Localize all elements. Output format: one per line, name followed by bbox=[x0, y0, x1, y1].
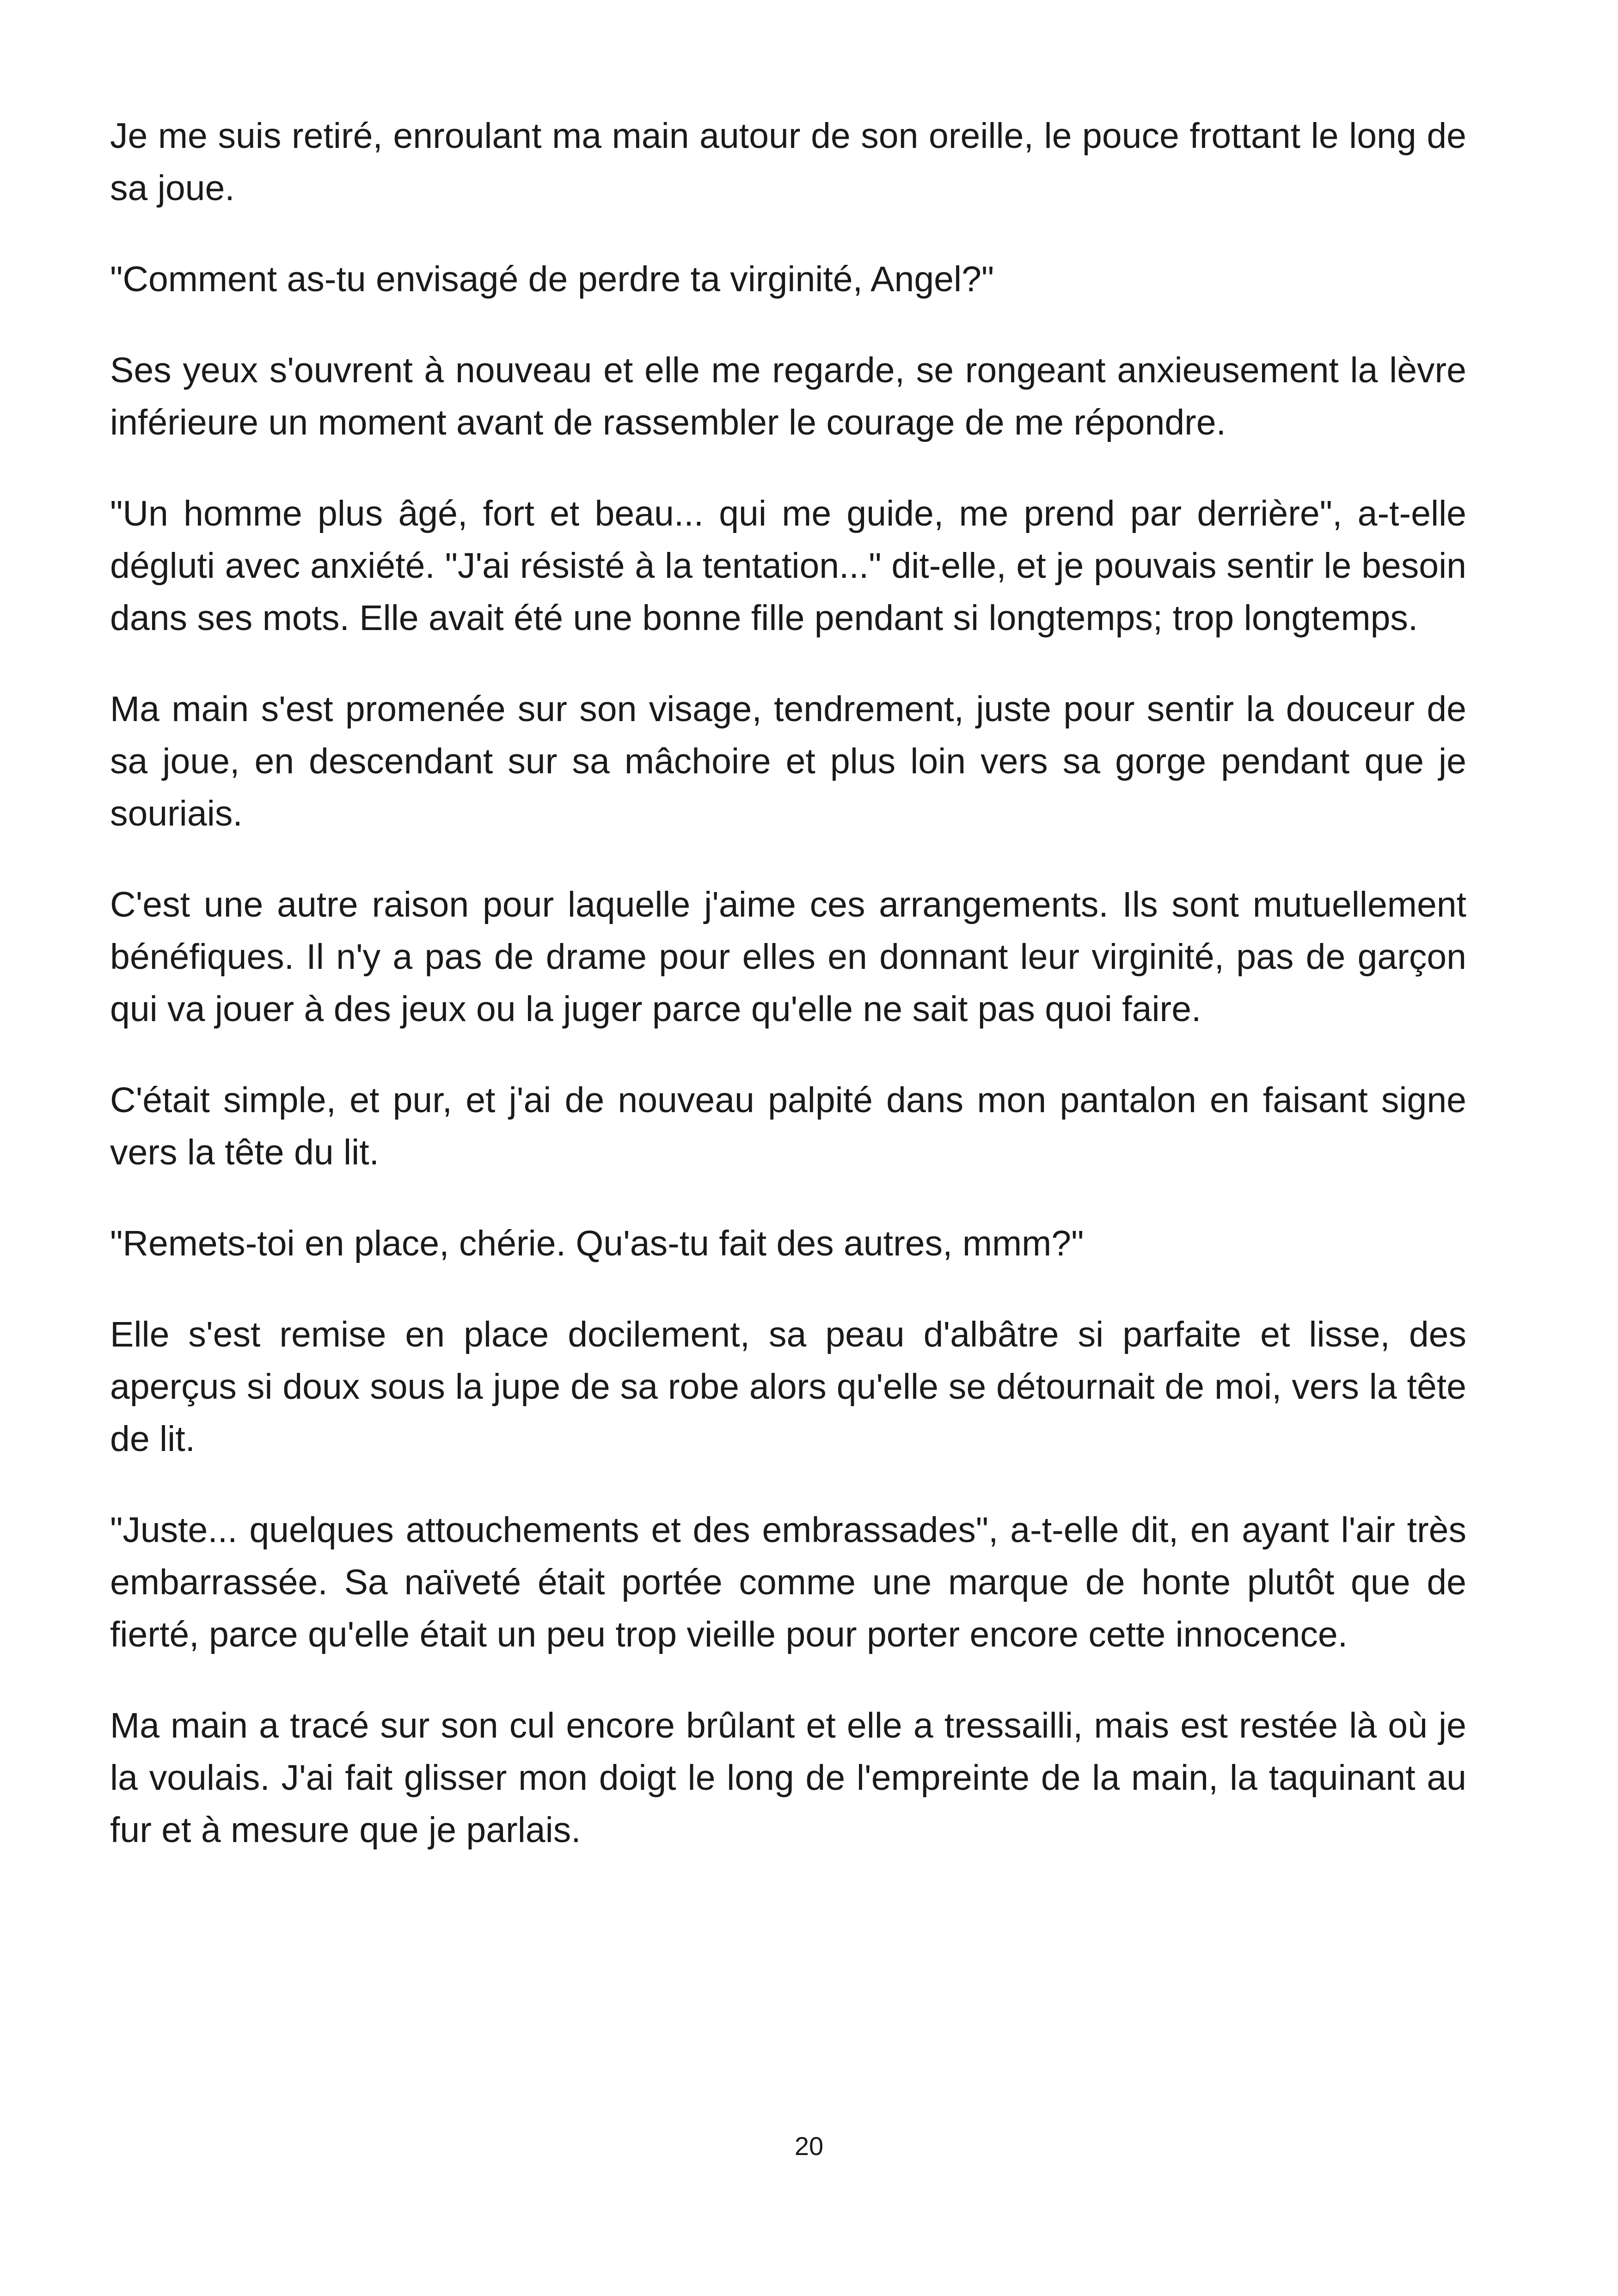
paragraph-2: "Comment as-tu envisagé de perdre ta virginité, Angel?" bbox=[110, 259, 994, 299]
paragraph-1: Je me suis retiré, enroulant ma main autour de son oreille, le pouce frottant le long de sa joue. bbox=[110, 116, 1466, 208]
paragraph-6: C'est une autre raison pour laquelle j'aime ces arrangements. Ils sont mutuellement bénéfiques. Il n'y a pas de drame pour elles en donnant leur virginité, pas de garçon qui va jouer à des jeux ou la juger parce qu'elle ne sait pas quoi faire. bbox=[110, 885, 1466, 1029]
paragraph-9: Elle s'est remise en place docilement, sa peau d'albâtre si parfaite et lisse, des aperçus si doux sous la jupe de sa robe alors qu'elle se détournait de moi, vers la tête de lit. bbox=[110, 1315, 1466, 1459]
paragraph-10: "Juste... quelques attouchements et des embrassades", a-t-elle dit, en ayant l'air très embarrassée. Sa naïveté était portée comme une marque de honte plutôt que de fierté, parce qu'elle était un peu trop vieille pour porter encore cette innocence. bbox=[110, 1510, 1466, 1654]
paragraph-11: Ma main a tracé sur son cul encore brûlant et elle a tressailli, mais est restée là où je la voulais. J'ai fait glisser mon doigt le long de l'empreinte de la main, la taquinant au fur et à mesure que je parlais. bbox=[110, 1706, 1466, 1850]
paragraph-5: Ma main s'est promenée sur son visage, tendrement, juste pour sentir la douceur de sa joue, en descendant sur sa mâchoire et plus loin vers sa gorge pendant que je souriais. bbox=[110, 689, 1466, 833]
page-number: 20 bbox=[794, 2131, 824, 2161]
paragraph-3: Ses yeux s'ouvrent à nouveau et elle me regarde, se rongeant anxieusement la lèvre inférieure un moment avant de rassembler le courage de me répondre. bbox=[110, 350, 1466, 442]
paragraph-8: "Remets-toi en place, chérie. Qu'as-tu fait des autres, mmm?" bbox=[110, 1224, 1084, 1263]
paragraph-7: C'était simple, et pur, et j'ai de nouveau palpité dans mon pantalon en faisant signe vers la tête du lit. bbox=[110, 1080, 1466, 1172]
paragraph-4: "Un homme plus âgé, fort et beau... qui me guide, me prend par derrière", a-t-elle dégluti avec anxiété. "J'ai résisté à la tentation..." dit-elle, et je pouvais sentir le besoin dans ses mots. Elle avait été une bonne fille pendant si longtemps; trop longtemps. bbox=[110, 494, 1466, 638]
body-text bbox=[110, 110, 1466, 1895]
